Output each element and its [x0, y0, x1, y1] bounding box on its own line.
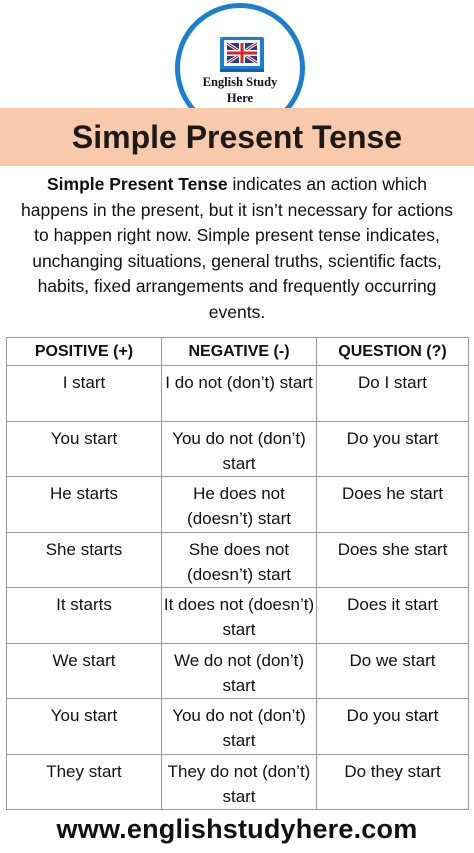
question-cell: Does he start	[317, 477, 469, 533]
question-cell: Do you start	[317, 421, 469, 477]
positive-cell: It starts	[7, 588, 162, 644]
description-text: indicates an action which happens in the present, but it isn’t necessary for actions to happen right now. Simple present tense indicates, unchanging situations, general truths, scientific facts, habits, fixed arrangements and frequently occurring events.	[21, 174, 453, 322]
table-row	[7, 699, 469, 755]
positive-cell: I start	[7, 366, 162, 422]
book-with-uk-flag-icon	[218, 34, 266, 74]
question-cell: Do we start	[317, 643, 469, 699]
table-header-row	[7, 338, 469, 366]
table-row	[7, 366, 469, 422]
description-lead: Simple Present Tense	[46, 174, 228, 194]
negative-cell: You do not (don’t) start	[162, 699, 317, 755]
positive-cell: You start	[7, 699, 162, 755]
table-row	[7, 643, 469, 699]
page-title: Simple Present Tense	[71, 118, 403, 155]
negative-cell: He does not (doesn’t) start	[162, 477, 317, 533]
negative-cell: You do not (don’t) start	[162, 421, 317, 477]
negative-cell: They do not (don’t) start	[162, 754, 317, 810]
logo-text	[180, 74, 300, 106]
header-question: QUESTION (?)	[317, 338, 469, 366]
header-positive: POSITIVE (+)	[7, 338, 162, 366]
conjugation-table	[6, 337, 469, 810]
question-cell: Do they start	[317, 754, 469, 810]
logo-line-1: English Study	[202, 75, 278, 89]
positive-cell: You start	[7, 421, 162, 477]
question-cell: Does it start	[317, 588, 469, 644]
positive-cell: He starts	[7, 477, 162, 533]
table-row	[7, 421, 469, 477]
negative-cell: We do not (don’t) start	[162, 643, 317, 699]
negative-cell: She does not (doesn’t) start	[162, 532, 317, 588]
title-band	[0, 108, 474, 166]
positive-cell: We start	[7, 643, 162, 699]
positive-cell: They start	[7, 754, 162, 810]
negative-cell: It does not (doesn’t) start	[162, 588, 317, 644]
table-row	[7, 754, 469, 810]
positive-cell: She starts	[7, 532, 162, 588]
table-row	[7, 532, 469, 588]
footer-url: www.englishstudyhere.com	[56, 814, 418, 844]
question-cell: Do I start	[317, 366, 469, 422]
question-cell: Do you start	[317, 699, 469, 755]
header-negative: NEGATIVE (-)	[162, 338, 317, 366]
table-row	[7, 477, 469, 533]
description	[18, 172, 456, 325]
negative-cell: I do not (don’t) start	[162, 366, 317, 422]
table-row	[7, 588, 469, 644]
logo-line-2: Here	[226, 91, 254, 105]
question-cell: Does she start	[317, 532, 469, 588]
